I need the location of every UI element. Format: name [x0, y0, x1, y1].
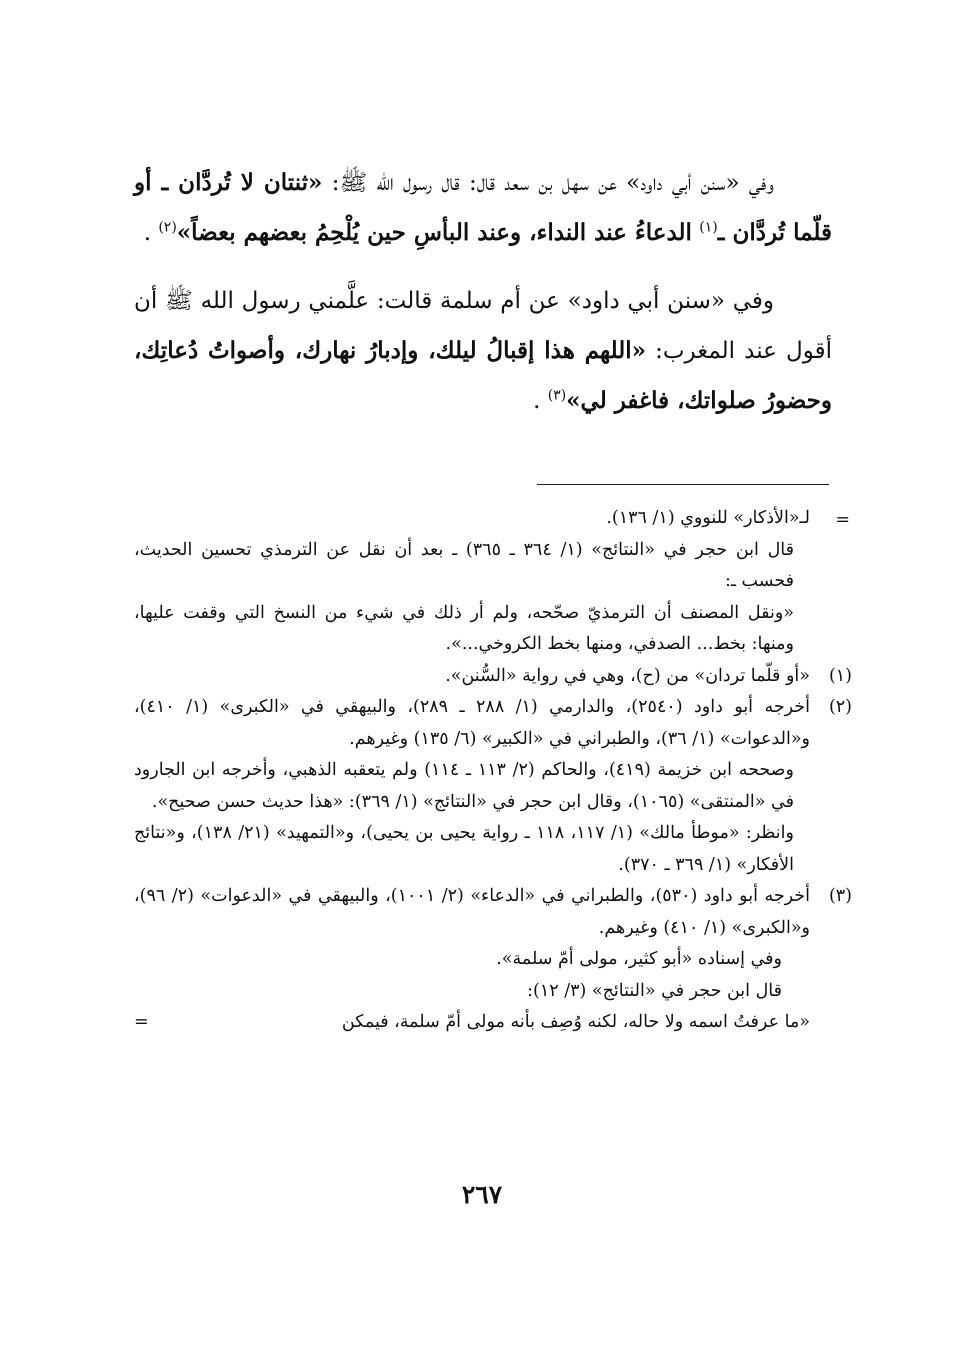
- page-number: ٢٦٧: [461, 1180, 503, 1209]
- footnote-paragraph: وصححه ابن خزيمة (٤١٩)، والحاكم (٢/ ١١٣ ـ ١١٤) ولم يتعقبه الذهبي، وأخرجه ابن الجارود في «المنتقى» (١٠٦٥)، وقال ابن حجر في «النتائج» (١/ ٣٦٩): «هذا حديث حسن صحيح».: [134, 760, 794, 812]
- footnote-separator: [537, 484, 829, 485]
- continuation-mark: =: [134, 1012, 149, 1032]
- footnote-paragraph: «ما عرفتُ اسمه ولا حاله، لكنه وُصِف بأنه مولى أمّ سلمة، فيمكن =: [134, 1007, 852, 1039]
- paragraph-umm-salama-hadith: [134, 276, 832, 426]
- footnote-paragraph: قال ابن حجر في «النتائج» (١/ ٣٦٤ ـ ٣٦٥) ـ بعد أن نقل عن الترمذي تحسين الحديث، فحسب ـ:: [134, 539, 794, 591]
- hadith-quote: «اللهم هذا إقبالُ ليلك، وإدبارُ نهارك، وأصواتُ دُعاتِك، وحضورُ صلواتك، فاغفر لي»: [134, 337, 832, 414]
- continuation-mark: =: [835, 510, 850, 530]
- paragraph-sahl-hadith: [134, 158, 832, 258]
- footnote-2: (٢) أخرجه أبو داود (٢٥٤٠)، والدارمي (١/ ٢٨٨ ـ ٢٨٩)، والبيهقي في «الكبرى» (١/ ٤١٠)، و«الدعوات» (١/ ٣٦)، والطبراني في «الكبير» (٦/ ١٣٥) وغيرهم.: [134, 692, 852, 755]
- footnotes: [134, 503, 852, 1039]
- footnote-ref-1: (١): [699, 219, 718, 236]
- footnote-paragraph: «ونقل المصنف أن الترمذيّ صحّحه، ولم أر ذلك في شيء من النسخ التي وقفت عليها، ومنها: بخط... الصدفي، ومنها بخط الكروخي...».: [134, 602, 794, 654]
- footnote-paragraph: وفي إسناده «أبو كثير، مولى أمّ سلمة».: [496, 949, 782, 969]
- paragraph-intro: وفي «سنن أبي داود» عن أم سلمة قالت: علَّمني رسول الله ﷺ أن أقول عند المغرب:: [134, 288, 833, 364]
- main-text: [134, 158, 832, 444]
- footnote-paragraph: وانظر: «موطأ مالك» (١/ ١١٧، ١١٨ ـ رواية يحيى بن يحيى)، و«التمهيد» (٢١/ ١٣٨)، و«نتائج الأفكار» (١/ ٣٦٩ ـ ٣٧٠).: [134, 823, 794, 875]
- sentence-end: .: [143, 220, 152, 246]
- footnote-number: (٣): [828, 886, 852, 906]
- footnote-number: (١): [828, 665, 852, 686]
- footnote-ref-3: (٣): [547, 387, 567, 404]
- hadith-quote: «ثنتان لا تُردَّان ـ أو قلّما تُردَّان ـ: [134, 169, 832, 246]
- hadith-quote: الدعاءُ عند النداء، وعند البأسِ حين يُلْحِمُ بعضهم بعضاً»: [176, 219, 692, 246]
- footnote-paragraph: قال ابن حجر في «النتائج» (٣/ ١٢):: [527, 980, 782, 1001]
- paragraph-intro: وفي «سنن أبي داود» عن سهل بن سعد قال: قال رسول الله ﷺ:: [331, 170, 774, 196]
- sentence-end: .: [533, 388, 541, 414]
- footnote-number: (٢): [828, 697, 852, 717]
- footnote-continuation: = لـ«الأذكار» للنووي (١/ ١٣٦).: [134, 503, 852, 535]
- footnote-1: (١) «أو قلّما تردان» من (ح)، وهي في رواية «السُّنن».: [134, 661, 852, 693]
- footnote-3: (٣) أخرجه أبو داود (٥٣٠)، والطبراني في «الدعاء» (٢/ ١٠٠١)، والبيهقي في «الدعوات» (٢/ ٩٦)، و«الكبرى» (١/ ٤١٠) وغيرهم.: [134, 881, 852, 944]
- footnote-ref-2: (٢): [158, 219, 177, 236]
